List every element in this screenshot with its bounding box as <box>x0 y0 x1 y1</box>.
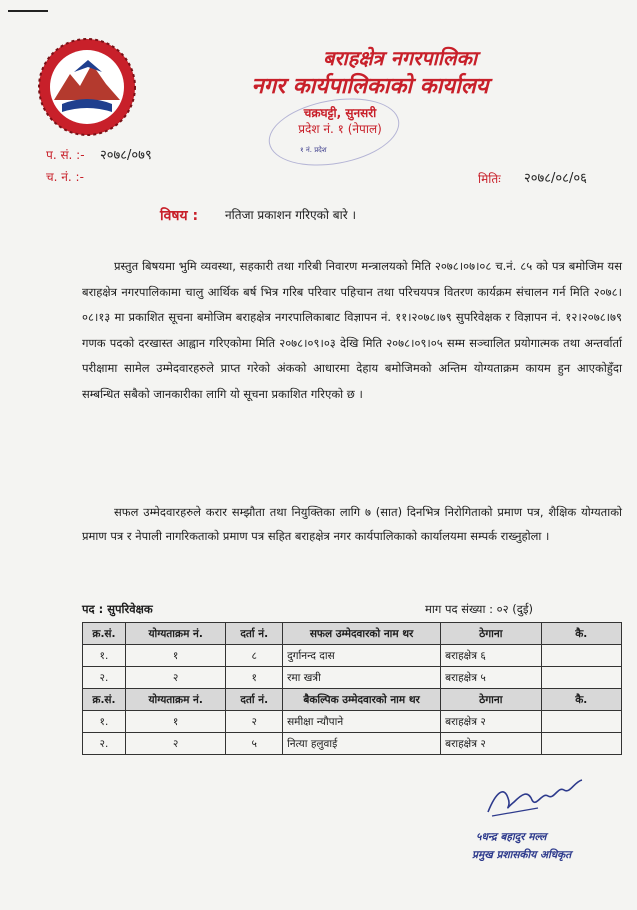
address-cell: बराहक्षेत्र ६ <box>441 645 541 667</box>
successful-header-row <box>83 623 622 645</box>
date-value: २०७८/०८/०६ <box>524 171 587 186</box>
alternate-header-row <box>83 689 622 711</box>
demand-count: माग पद संख्या : ०२ (दुई) <box>425 602 533 616</box>
results-table <box>82 622 622 755</box>
rank-cell: २ <box>125 733 226 755</box>
table-row <box>83 711 622 733</box>
address-cell: बराहक्षेत्र २ <box>441 733 541 755</box>
name-cell: दुर्गानन्द दास <box>283 645 441 667</box>
name-cell: रमा खत्री <box>283 667 441 689</box>
header-cell: क्र.सं. <box>83 623 126 645</box>
letterhead-line3: चक्रघट्टी, सुनसरी <box>303 106 377 120</box>
remarks-cell <box>541 667 621 689</box>
registration-cell: ५ <box>226 733 283 755</box>
letterhead-line2: नगर कार्यपालिकाको कार्यालय <box>251 74 489 99</box>
rank-cell: १ <box>125 645 226 667</box>
ps-label: प. सं. :- <box>46 148 85 162</box>
ps-value: २०७८/०७९ <box>100 148 152 163</box>
serial-cell: १. <box>83 645 126 667</box>
letterhead-line4: प्रदेश नं. १ (नेपाल) <box>298 122 382 136</box>
signatory-title: प्रमुख प्रशासकीय अधिकृत <box>472 849 572 861</box>
header-cell: बैकल्पिक उम्मेदवारको नाम थर <box>283 689 441 711</box>
header-cell: योग्यताक्रम नं. <box>125 689 226 711</box>
registration-cell: ८ <box>226 645 283 667</box>
header-cell: क्र.सं. <box>83 689 126 711</box>
signature-stroke <box>488 780 582 812</box>
header-cell: कै. <box>541 623 621 645</box>
header-cell: योग्यताक्रम नं. <box>125 623 226 645</box>
name-cell: नित्या हलुवाई <box>283 733 441 755</box>
table-row <box>83 645 622 667</box>
body-paragraph-2: सफल उम्मेदवारहरुले करार सम्झौता तथा नियुक्तिका लागि ७ (सात) दिनभित्र निरोगिताको प्रमाण पत्र, शैक्षिक योग्यताको प्रमाण पत्र र नेपाली नागरिकताको प्रमाण पत्र सहित बराहक्षेत्र नगर कार्यपालिकाको कार्यालयमा सम्पर्क राख्नुहोला । <box>82 505 622 543</box>
scan-mark <box>8 10 48 12</box>
header-cell: कै. <box>541 689 621 711</box>
serial-cell: १. <box>83 711 126 733</box>
serial-cell: २. <box>83 667 126 689</box>
header-cell: सफल उम्मेदवारको नाम थर <box>283 623 441 645</box>
table-row <box>83 733 622 755</box>
registration-cell: २ <box>226 711 283 733</box>
body-paragraph-1: प्रस्तुत बिषयमा भुमि व्यवस्था, सहकारी तथा गरिबी निवारण मन्त्रालयको मिति २०७८।०७।०८ च.नं. ८५ को पत्र बमोजिम यस बराहक्षेत्र नगरपालिकामा चालु आर्थिक बर्ष भित्र गरिब परिवार पहिचान तथा परिचयपत्र वितरण कार्यक्रम संचालन गर्न मिति २०७८।०८।१३ मा प्रकाशित सूचना बमोजिम बराहक्षेत्र नगरपालिकाबाट विज्ञापन नं. ११।२०७८।७९ सुपरिवेक्षक र विज्ञापन नं. १२।२०७८।७९ गणक पदको दरखास्त आह्वान गरिएकोमा मिति २०७८।०९।०३ देखि मिति २०७८।०९।०५ सम्म सञ्चालित प्रयोगात्मक तथा अन्तर्वार्ता परीक्षामा सामेल उम्मेदवारहरुले प्राप्त गरेको अंकको आधारमा देहाय बमोजिमको अन्तिम योग्यताक्रम कायम हुन आएकोहुँदा सम्बन्धित सबैको जानकारीका लागि यो सूचना प्रकाशित गरिएको छ । <box>82 259 622 401</box>
stamp-text: १ नं. प्रदेश <box>300 146 327 154</box>
handwritten-signature <box>478 772 598 822</box>
header-cell: दर्ता नं. <box>226 689 283 711</box>
municipality-emblem <box>32 34 142 140</box>
letterhead-line1: बराहक्षेत्र नगरपालिका <box>322 46 478 70</box>
date-label: मितिः <box>478 172 501 186</box>
post-label: पद : सुपरिवेक्षक <box>82 602 153 616</box>
remarks-cell <box>541 645 621 667</box>
serial-cell: २. <box>83 733 126 755</box>
address-cell: बराहक्षेत्र २ <box>441 711 541 733</box>
cn-label: च. नं. :- <box>46 170 84 184</box>
address-cell: बराहक्षेत्र ५ <box>441 667 541 689</box>
header-cell: दर्ता नं. <box>226 623 283 645</box>
registration-cell: १ <box>226 667 283 689</box>
subject-label: विषय : <box>160 208 199 224</box>
header-cell: ठेगाना <box>441 689 541 711</box>
table-row <box>83 667 622 689</box>
subject-text: नतिजा प्रकाशन गरिएको बारे । <box>225 208 356 222</box>
rank-cell: २ <box>125 667 226 689</box>
header-cell: ठेगाना <box>441 623 541 645</box>
rank-cell: १ <box>125 711 226 733</box>
signature-underline <box>492 808 538 816</box>
name-cell: समीक्षा न्यौपाने <box>283 711 441 733</box>
signatory-name: ५धन्द्र बहादुर मल्ल <box>476 831 547 843</box>
remarks-cell <box>541 733 621 755</box>
remarks-cell <box>541 711 621 733</box>
